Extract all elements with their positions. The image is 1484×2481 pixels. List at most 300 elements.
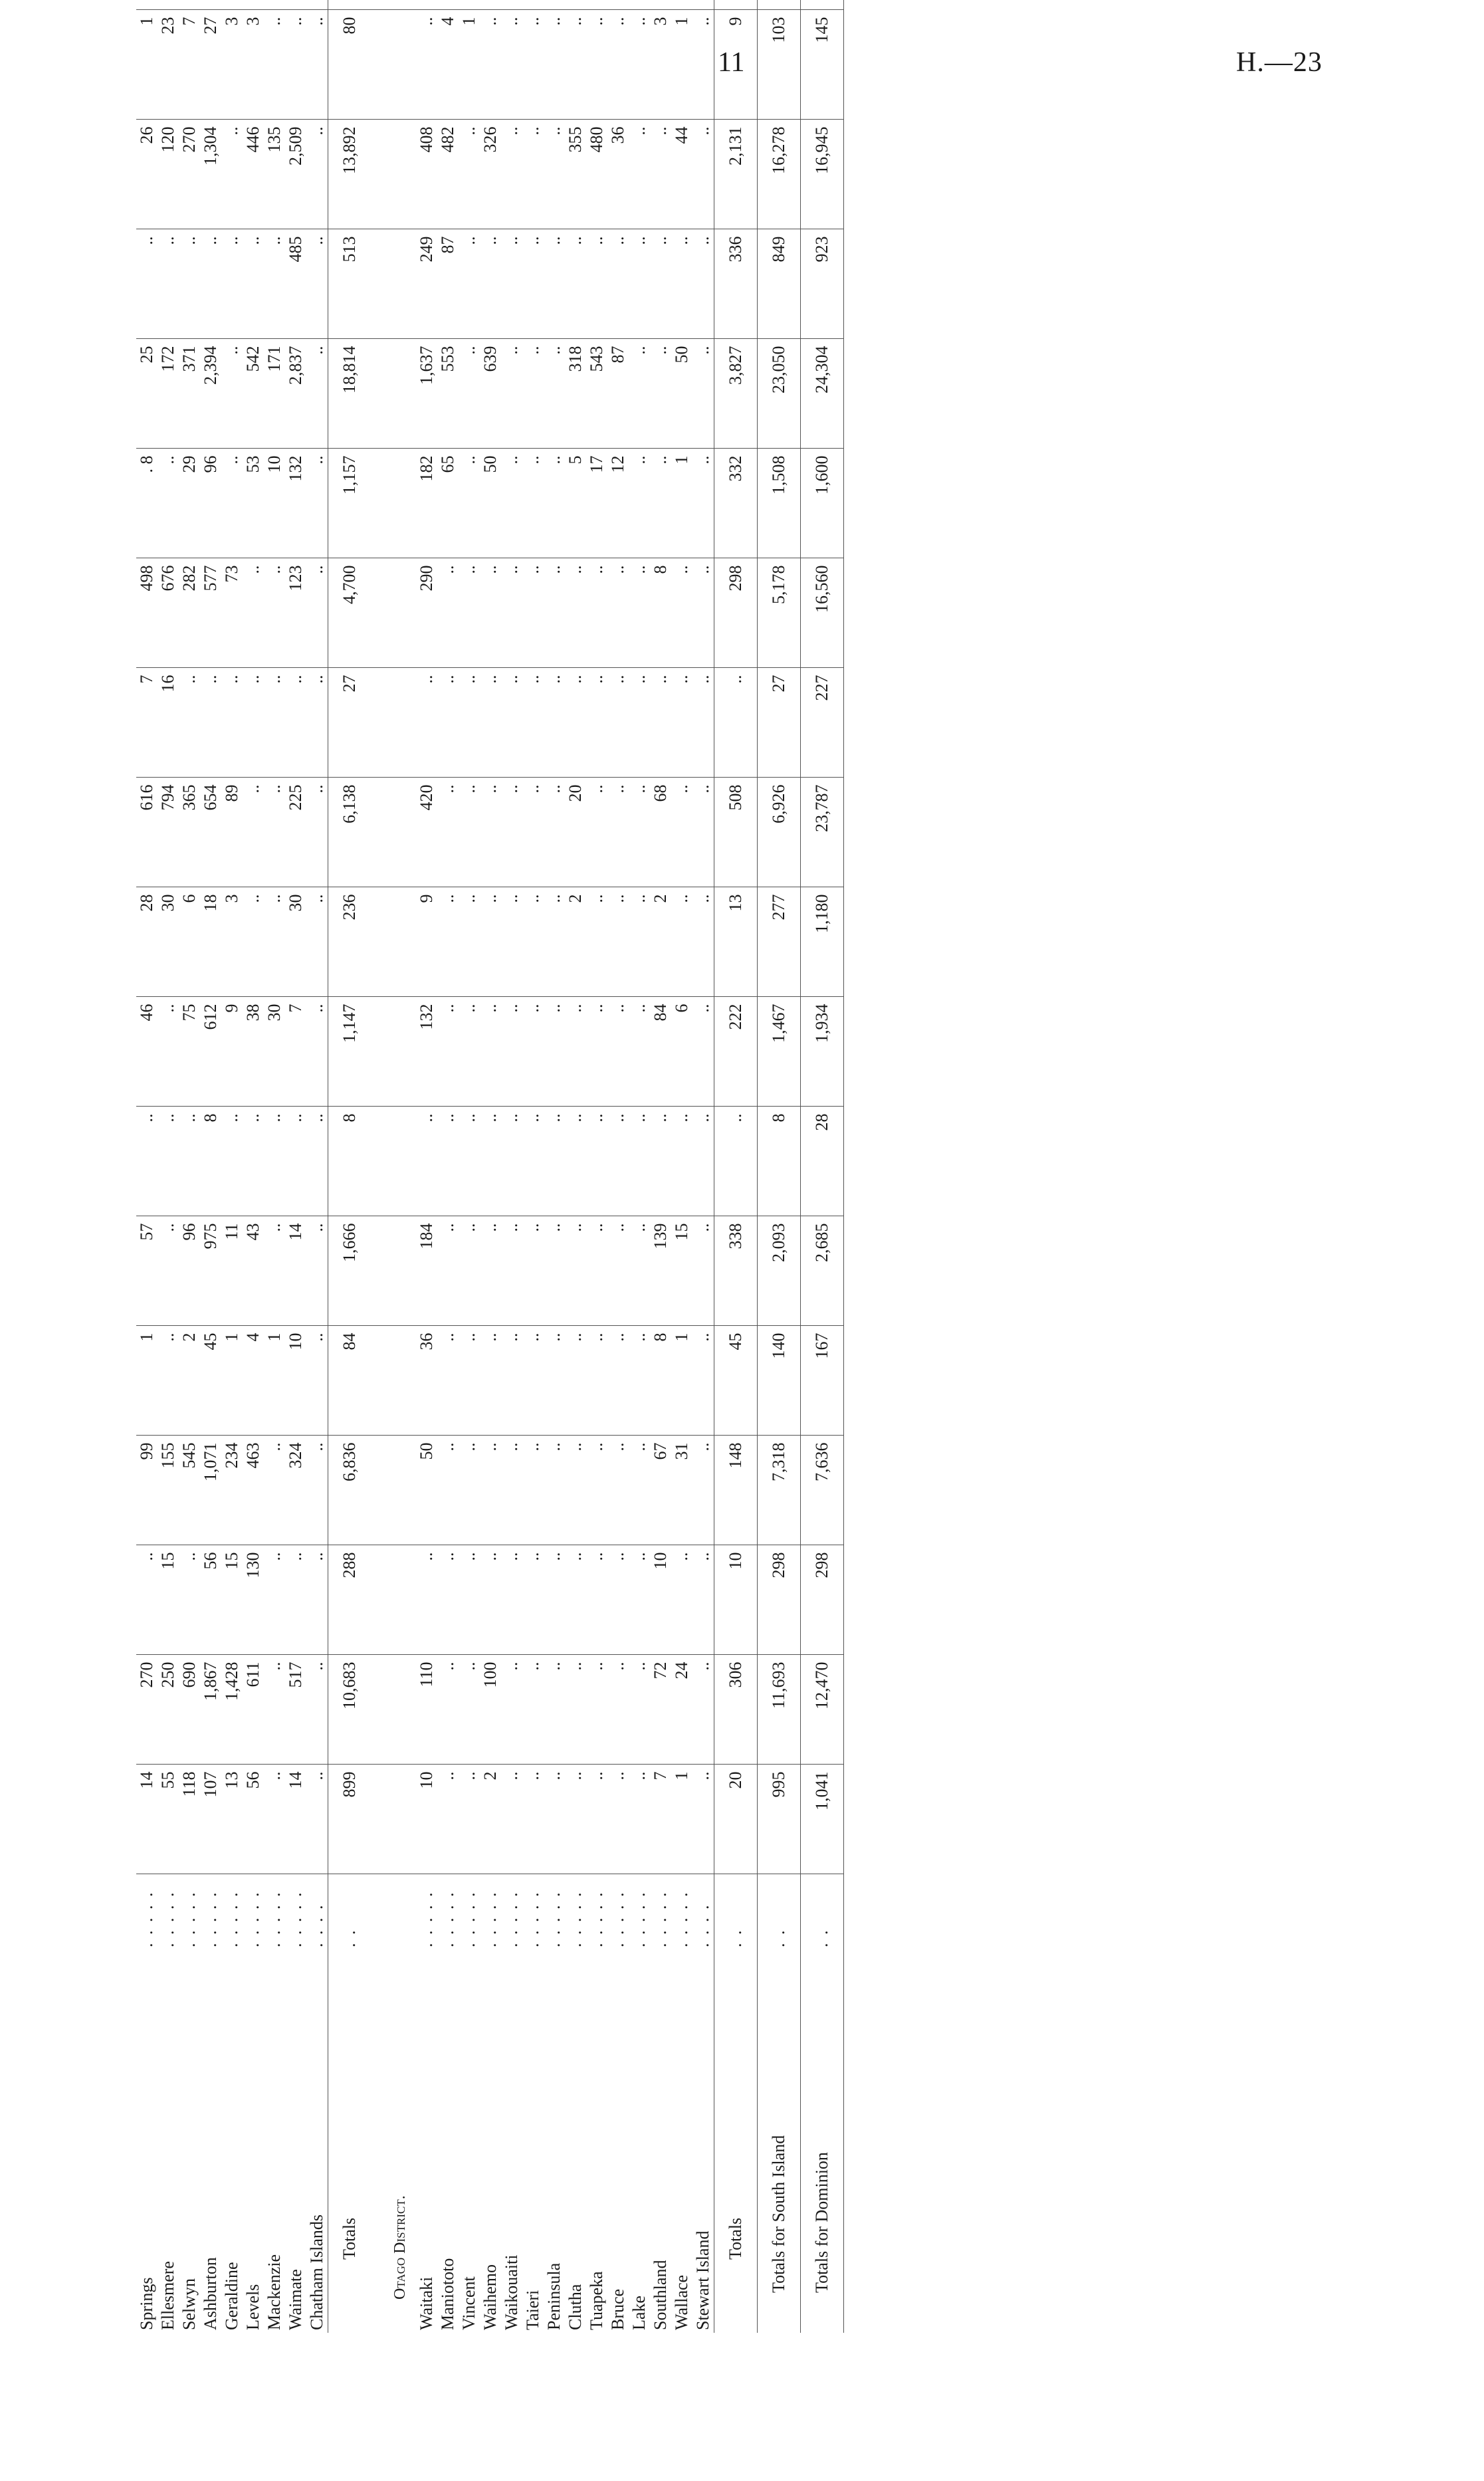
table-cell: .. [459,668,480,778]
table-cell: 7 [136,668,158,778]
table-cell: .. [586,229,607,339]
table-cell: 326 [480,120,501,229]
table-cell: 132 [416,997,437,1107]
table-cell: 9 [221,997,243,1107]
table-cell: .. [544,120,565,229]
table-cell: .. [306,120,328,229]
table-cell: .. [607,1107,629,1216]
table-cell: .. [522,1107,544,1216]
table-cell: .. [437,997,459,1107]
table-cell: .. [544,1655,565,1765]
row-label: Mackenzie [265,2254,284,2330]
table-cell: .. [501,1655,522,1765]
table-cell: 1,934 [801,997,844,1107]
table-cell: 2 [480,1765,501,1874]
table-cell: 1,304 [200,120,221,229]
leader-dots: . . . . . [671,1874,692,1947]
table-cell: 1,147 [328,997,371,1107]
table-cell: 30 [158,887,179,997]
table-cell: 100 [480,1655,501,1765]
table-row [437,0,459,2333]
table-cell: 10 [650,1545,671,1655]
table-cell: .. [522,1765,544,1874]
leader-dots: . . . . . [136,1874,158,1947]
table-cell: .. [459,778,480,887]
spacer-cell [371,778,384,887]
table-cell: .. [629,10,650,120]
table-cell: .. [501,558,522,668]
table-cell: 46 [136,997,158,1107]
table-cell: 616 [136,778,158,887]
row-label: Lake [629,2296,649,2330]
table-cell: .. [607,1765,629,1874]
table-cell: 56 [243,1765,264,1874]
spacer-cell [371,449,384,558]
table-cell: 995 [758,1765,801,1874]
leader-dots: . . [758,1874,801,1947]
table-cell: 324 [285,1436,306,1545]
table-cell: .. [437,1216,459,1326]
table-cell: .. [459,1436,480,1545]
table-cell: 482 [437,120,459,229]
table-cell: 290 [416,558,437,668]
table-cell: 485 [285,229,306,339]
table-cell: .. [586,778,607,887]
table-cell [328,0,371,10]
spacer-cell [371,887,384,997]
spacer-cell [371,1545,384,1655]
table-cell: .. [544,339,565,449]
table-cell: 3 [221,10,243,120]
table-cell: 72 [650,1655,671,1765]
leader-dots: . . . . [692,1874,714,1947]
table-cell: .. [243,1107,264,1216]
table-cell: 288 [328,1545,371,1655]
table-cell: 1 [671,1326,692,1436]
table-cell: 10 [264,449,285,558]
table-cell: .. [221,120,243,229]
table-cell: 6,926 [758,778,801,887]
table-cell: 2 [650,887,671,997]
table-cell: 11 [221,1216,243,1326]
spacer-cell [384,1874,416,1947]
table-row [671,0,692,2333]
row-label: Selwyn [179,2278,199,2330]
spacer-cell [371,1107,384,1216]
table-cell: .. [416,10,437,120]
table-cell: 6,138 [328,778,371,887]
table-cell: .. [306,1655,328,1765]
leader-dots: . . . . . [459,1874,480,1947]
table-row [416,0,437,2333]
table-cell: .. [501,449,522,558]
leader-dots: . . [801,1874,844,1947]
table-cell: .. [501,1216,522,1326]
spacer-cell [384,120,416,229]
table-cell: .. [480,1545,501,1655]
table-cell [544,0,565,10]
table-cell: 15 [221,1545,243,1655]
table-cell: 184 [416,1216,437,1326]
table-cell: .. [692,449,714,558]
table-cell: .. [522,1655,544,1765]
table-cell: .. [671,558,692,668]
table-cell: .. [221,229,243,339]
table-cell: 6 [671,997,692,1107]
table-cell: 8 [650,558,671,668]
table-cell: .. [306,1107,328,1216]
table-cell: .. [544,887,565,997]
table-cell: .. [544,1326,565,1436]
table-cell: 3 [650,10,671,120]
table-cell: 1 [136,1326,158,1436]
table-cell: .. [544,449,565,558]
table-cell: .. [629,1765,650,1874]
table-cell [671,0,692,10]
leader-dots: . . . . . [480,1874,501,1947]
row-label: Maniototo [438,2258,457,2330]
table-cell: 28 [801,1107,844,1216]
table-cell: .. [522,1436,544,1545]
table-cell: 36 [416,1326,437,1436]
table-cell: 365 [179,778,200,887]
table-cell: .. [459,449,480,558]
spacer-cell [384,1326,416,1436]
table-cell [264,0,285,10]
table-cell: 26 [136,120,158,229]
leader-dots: . . . . . [285,1874,306,1947]
table-cell: .. [158,997,179,1107]
table-cell: 249 [416,229,437,339]
table-cell: 298 [801,1545,844,1655]
table-cell: 29 [179,449,200,558]
table-cell: 73 [221,558,243,668]
table-cell: .. [459,339,480,449]
leader-dots: . . . . . [607,1874,629,1947]
spacer-cell [384,0,416,10]
leader-dots: . . . . . [544,1874,565,1947]
table-cell [243,0,264,10]
table-cell: .. [306,997,328,1107]
spacer-cell [371,668,384,778]
row-label: Ellesmere [158,2261,177,2330]
table-cell: .. [158,1216,179,1326]
table-cell: .. [459,1216,480,1326]
table-cell: .. [544,10,565,120]
table-row [522,0,544,2333]
table-cell [565,0,586,10]
spacer-cell [384,558,416,668]
leader-dots: . . . . . [437,1874,459,1947]
table-cell: 2,093 [758,1216,801,1326]
table-cell: .. [586,1216,607,1326]
table-cell: .. [522,778,544,887]
table-cell: .. [522,1216,544,1326]
table-cell: .. [586,997,607,1107]
table-row [629,0,650,2333]
table-cell: .. [544,778,565,887]
table-cell: 2 [179,1326,200,1436]
table-cell: 298 [758,1545,801,1655]
table-cell [692,0,714,10]
table-cell: 80 [328,10,371,120]
table-cell: .. [306,10,328,120]
leader-dots: . . . . . [416,1874,437,1947]
table-cell: 463 [243,1436,264,1545]
table-cell: 44 [671,120,692,229]
table-cell: .. [416,1107,437,1216]
table-cell: .. [459,1545,480,1655]
table-cell: .. [544,1436,565,1545]
table-cell: .. [264,668,285,778]
table-cell: 103 [758,10,801,120]
table-cell: 1 [459,10,480,120]
spacer-cell [384,229,416,339]
table-cell: .. [306,887,328,997]
table-cell: 234 [221,1436,243,1545]
spacer-cell [371,0,384,10]
table-cell: .. [437,668,459,778]
row-label: Totals for South Island [758,1947,801,2333]
table-cell: .. [459,558,480,668]
table-cell: .. [306,1765,328,1874]
table-cell: 1 [671,10,692,120]
table-cell: 99 [136,1436,158,1545]
table-cell: .. [692,1216,714,1326]
table-cell: .. [565,1655,586,1765]
table-cell: .. [480,229,501,339]
table-cell: 7,318 [758,1436,801,1545]
table-cell: .. [522,339,544,449]
table-cell: 15 [158,1545,179,1655]
table-cell: .. [480,1436,501,1545]
spacer-cell [371,1765,384,1874]
table-cell: 1,666 [328,1216,371,1326]
table-cell: 10 [714,1545,758,1655]
table-row [692,0,714,2333]
table-cell: .. [179,668,200,778]
table-cell: 227 [801,668,844,778]
table-cell: .. [480,10,501,120]
table-cell: 27 [758,668,801,778]
page-reference: H.—23 [1236,47,1323,78]
table-cell: .. [437,1655,459,1765]
table-cell: 23,050 [758,339,801,449]
table-cell: .. [480,668,501,778]
table-cell: .. [264,1545,285,1655]
table-cell: .. [692,1655,714,1765]
spacer-cell [371,558,384,668]
table-cell [136,0,158,10]
leader-dots: . . . . [306,1874,328,1947]
statistics-table [136,0,844,2333]
table-cell: .. [501,120,522,229]
table-cell: .. [264,1655,285,1765]
table-cell: .. [179,229,200,339]
table-cell: 1 [671,1765,692,1874]
table-cell: .. [243,778,264,887]
table-cell: 545 [179,1436,200,1545]
table-cell: 84 [328,1326,371,1436]
table-cell: .. [264,558,285,668]
row-label: Waihemo [480,2264,500,2330]
table-cell: .. [522,10,544,120]
statistics-table-rotated [136,17,934,2333]
table-cell: 4,700 [328,558,371,668]
table-row [136,0,158,2333]
table-cell: .. [629,1436,650,1545]
table-cell: .. [480,1107,501,1216]
table-cell: 13 [714,887,758,997]
row-label: Levels [243,2284,263,2330]
spacer-cell [384,778,416,887]
table-cell: .. [264,1436,285,1545]
row-label: Springs [137,2277,156,2330]
table-cell: .. [437,1436,459,1545]
table-cell: 270 [179,120,200,229]
spacer-cell [384,1216,416,1326]
table-cell: .. [565,1216,586,1326]
table-cell: 236 [328,887,371,997]
table-row [179,0,200,2333]
table-cell: 14 [285,1216,306,1326]
leader-dots: . . . . . [264,1874,285,1947]
table-cell: 38 [243,997,264,1107]
table-cell: 25 [136,339,158,449]
table-cell [285,0,306,10]
table-cell: 16,560 [801,558,844,668]
table-cell [758,0,801,10]
table-cell [629,0,650,10]
table-cell: .. [459,120,480,229]
table-cell: .. [306,558,328,668]
table-cell [179,0,200,10]
table-cell: .. [459,1765,480,1874]
table-cell: 30 [285,887,306,997]
table-cell: .. [501,1107,522,1216]
table-cell: .. [586,668,607,778]
table-cell: 10 [416,1765,437,1874]
table-cell: 270 [136,1655,158,1765]
table-cell: .. [565,558,586,668]
spacer-cell [384,887,416,997]
table-cell: .. [501,10,522,120]
row-label: Ashburton [201,2257,220,2330]
table-cell: .. [264,1216,285,1326]
table-cell: 20 [714,1765,758,1874]
table-cell: .. [565,668,586,778]
table-cell: 8 [328,1107,371,1216]
table-cell: .. [586,1545,607,1655]
table-cell [480,0,501,10]
table-cell: .. [692,1326,714,1436]
table-cell: .. [671,1545,692,1655]
table-cell: .. [565,1436,586,1545]
table-cell: 75 [179,997,200,1107]
leader-dots: . . . . . [586,1874,607,1947]
table-cell: .. [306,1216,328,1326]
table-cell: 139 [650,1216,671,1326]
table-cell: .. [264,887,285,997]
table-cell: .. [586,558,607,668]
table-cell: .. [501,339,522,449]
table-cell: 1 [264,1326,285,1436]
table-cell: 553 [437,339,459,449]
table-cell: .. [501,1545,522,1655]
table-row [221,0,243,2333]
spacer-cell [371,229,384,339]
table-cell: .. [285,668,306,778]
table-cell: .. [459,1655,480,1765]
table-cell: 118 [179,1765,200,1874]
leader-dots: . . . . . [629,1874,650,1947]
table-cell: .. [264,229,285,339]
table-cell: 654 [200,778,221,887]
table-cell: 96 [200,449,221,558]
row-label: Taieri [523,2290,542,2330]
table-cell: .. [607,229,629,339]
table-cell: .. [136,229,158,339]
table-cell: .. [544,558,565,668]
table-cell: .. [306,449,328,558]
table-cell: .. [607,1655,629,1765]
spacer-cell [384,1545,416,1655]
table-cell: 1 [671,449,692,558]
table-cell: .. [629,229,650,339]
table-cell: 20 [565,778,586,887]
table-cell: .. [158,449,179,558]
table-cell: .. [692,229,714,339]
spacer-cell [371,339,384,449]
table-cell: 1,508 [758,449,801,558]
table-cell: 1,467 [758,997,801,1107]
table-cell: 45 [714,1326,758,1436]
table-cell: .. [243,668,264,778]
leader-dots: . . . . . [501,1874,522,1947]
table-cell: 899 [328,1765,371,1874]
row-label: Peninsula [544,2262,564,2330]
table-cell: 10,683 [328,1655,371,1765]
table-cell: 17 [586,449,607,558]
table-cell: .. [671,778,692,887]
table-cell: .. [650,668,671,778]
row-label: Bruce [608,2288,627,2330]
table-cell: .. [306,339,328,449]
table-cell: 27 [200,10,221,120]
table-cell: 45 [200,1326,221,1436]
table-cell: 1,428 [221,1655,243,1765]
table-cell: 513 [328,229,371,339]
table-cell: 282 [179,558,200,668]
leader-dots: . . . . . [158,1874,179,1947]
table-cell [221,0,243,10]
table-cell [607,0,629,10]
table-cell: .. [650,339,671,449]
table-cell: .. [586,1765,607,1874]
table-cell: .. [136,1545,158,1655]
table-cell: 2,685 [801,1216,844,1326]
table-cell: 14 [136,1765,158,1874]
table-cell: 171 [264,339,285,449]
table-cell: 2,509 [285,120,306,229]
table-cell: 250 [158,1655,179,1765]
row-label: Waikouaiti [502,2254,521,2330]
table-row [459,0,480,2333]
table-cell: .. [692,10,714,120]
table-cell: .. [629,558,650,668]
table-cell: 9 [416,887,437,997]
table-cell: 182 [416,449,437,558]
